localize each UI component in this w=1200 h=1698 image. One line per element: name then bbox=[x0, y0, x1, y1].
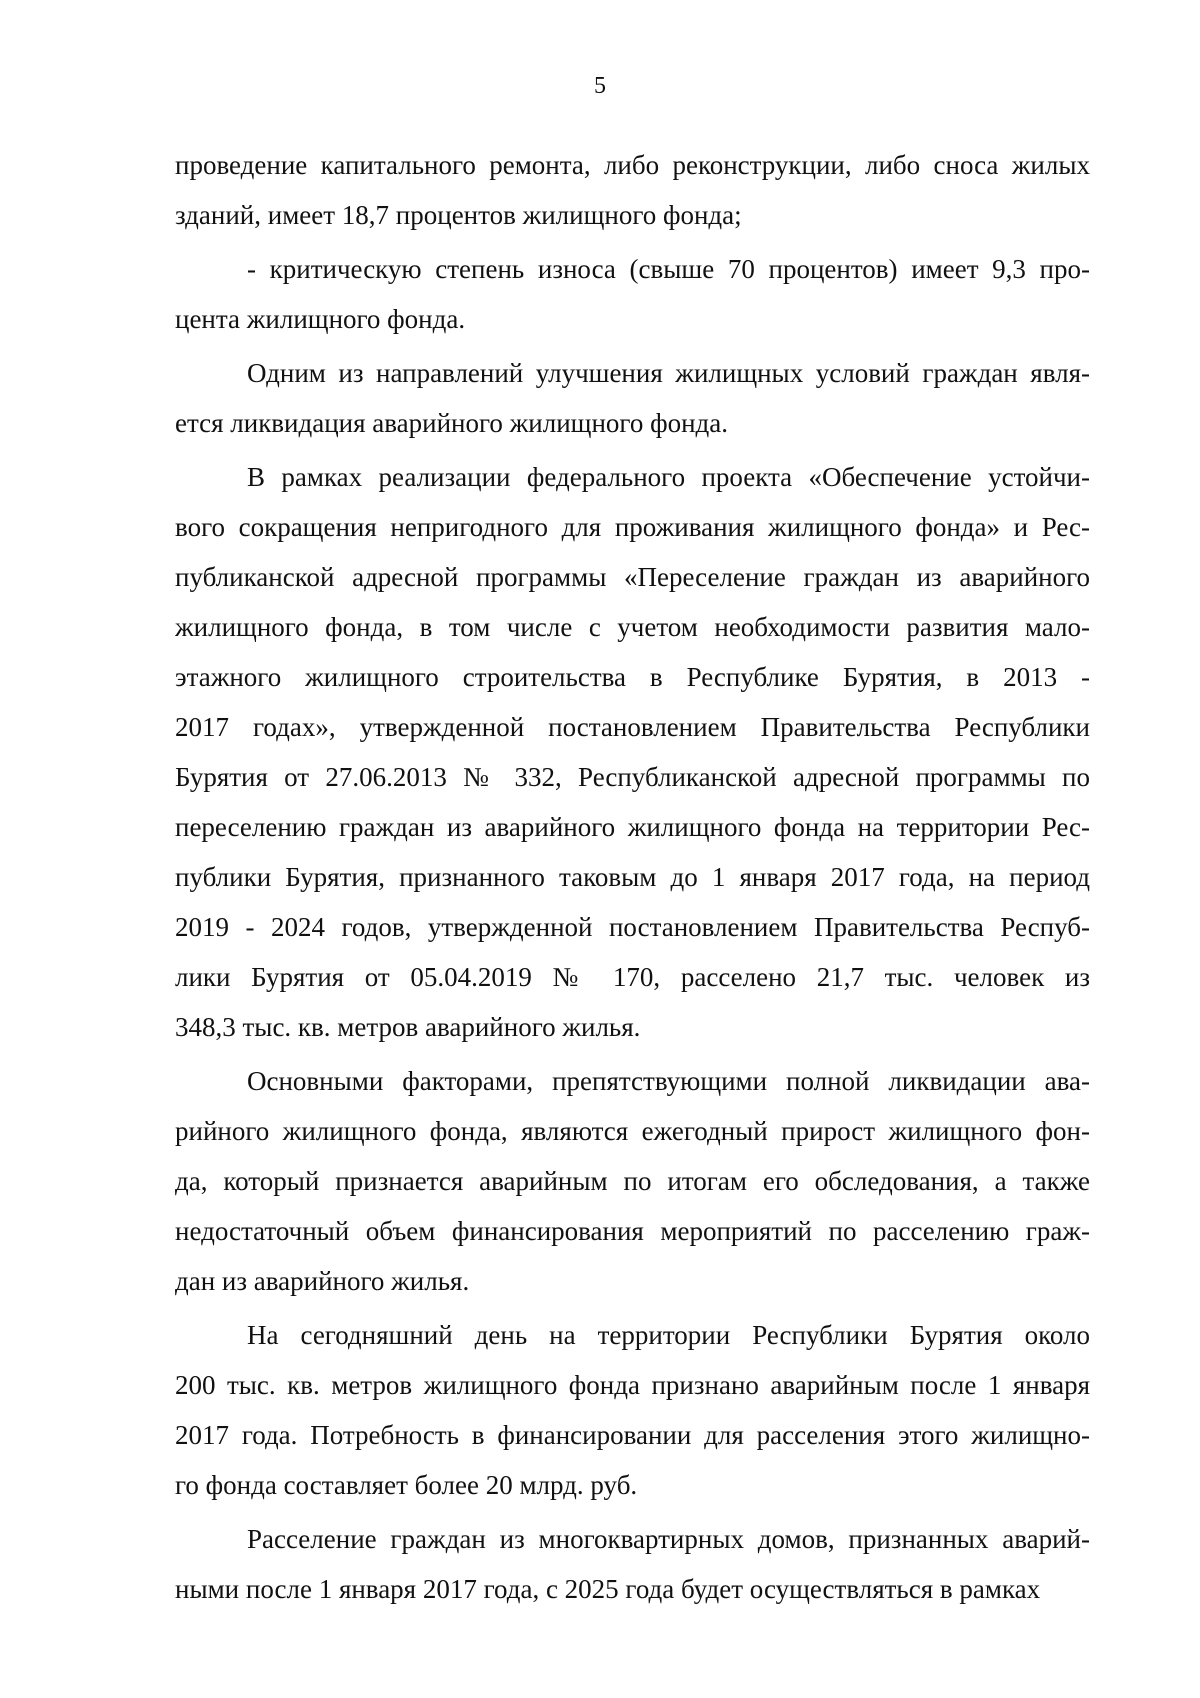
text-line: вого сокращения непригодного для проживания жилищного фонда» и Рес- bbox=[175, 512, 1090, 542]
text-line: дан из аварийного жилья. bbox=[175, 1266, 470, 1296]
paragraph bbox=[175, 140, 1090, 240]
paragraph bbox=[175, 1514, 1090, 1614]
text-line: 348,3 тыс. кв. метров аварийного жилья. bbox=[175, 1012, 641, 1042]
text-line: цента жилищного фонда. bbox=[175, 304, 466, 334]
text-line: Основными факторами, препятствующими полной ликвидации ава- bbox=[247, 1066, 1090, 1096]
text-line: проведение капитального ремонта, либо реконструкции, либо сноса жилых bbox=[175, 150, 1090, 180]
text-line: ется ликвидация аварийного жилищного фонда. bbox=[175, 408, 728, 438]
text-line: - критическую степень износа (свыше 70 процентов) имеет 9,3 про- bbox=[247, 254, 1090, 284]
text-line: ными после 1 января 2017 года, с 2025 года будет осуществляться в рамках bbox=[175, 1574, 1041, 1604]
text-line: публиканской адресной программы «Переселение граждан из аварийного bbox=[175, 562, 1090, 592]
text-line: Одним из направлений улучшения жилищных условий граждан явля- bbox=[247, 358, 1090, 388]
paragraph bbox=[175, 1056, 1090, 1306]
text-line: 200 тыс. кв. метров жилищного фонда признано аварийным после 1 января bbox=[175, 1370, 1090, 1400]
paragraph bbox=[175, 452, 1090, 1052]
text-line: публики Бурятия, признанного таковым до 1 января 2017 года, на период bbox=[175, 862, 1090, 892]
text-line: го фонда составляет более 20 млрд. руб. bbox=[175, 1470, 638, 1500]
text-line: переселению граждан из аварийного жилищного фонда на территории Рес- bbox=[175, 812, 1090, 842]
text-line: 2019 - 2024 годов, утвержденной постановлением Правительства Респуб- bbox=[175, 912, 1090, 942]
text-line: Бурятия от 27.06.2013 № 332, Республиканской адресной программы по bbox=[175, 762, 1090, 792]
text-line: зданий, имеет 18,7 процентов жилищного фонда; bbox=[175, 200, 742, 230]
text-line: недостаточный объем финансирования мероприятий по расселению граж- bbox=[175, 1216, 1090, 1246]
page-number: 5 bbox=[594, 73, 606, 99]
document-body bbox=[175, 140, 1090, 1614]
text-line: На сегодняшний день на территории Республики Бурятия около bbox=[247, 1320, 1090, 1350]
paragraph bbox=[175, 244, 1090, 344]
text-line: этажного жилищного строительства в Республике Бурятия, в 2013 - bbox=[175, 662, 1090, 692]
text-line: Расселение граждан из многоквартирных домов, признанных аварий- bbox=[247, 1524, 1090, 1554]
text-line: рийного жилищного фонда, являются ежегодный прирост жилищного фон- bbox=[175, 1116, 1090, 1146]
text-line: В рамках реализации федерального проекта «Обеспечение устойчи- bbox=[247, 462, 1090, 492]
text-line: жилищного фонда, в том числе с учетом необходимости развития мало- bbox=[175, 612, 1090, 642]
paragraph bbox=[175, 348, 1090, 448]
text-line: лики Бурятия от 05.04.2019 № 170, расселено 21,7 тыс. человек из bbox=[175, 962, 1090, 992]
text-line: 2017 года. Потребность в финансировании для расселения этого жилищно- bbox=[175, 1420, 1090, 1450]
text-line: да, который признается аварийным по итогам его обследования, а также bbox=[175, 1166, 1090, 1196]
text-line: 2017 годах», утвержденной постановлением Правительства Республики bbox=[175, 712, 1090, 742]
paragraph bbox=[175, 1310, 1090, 1510]
